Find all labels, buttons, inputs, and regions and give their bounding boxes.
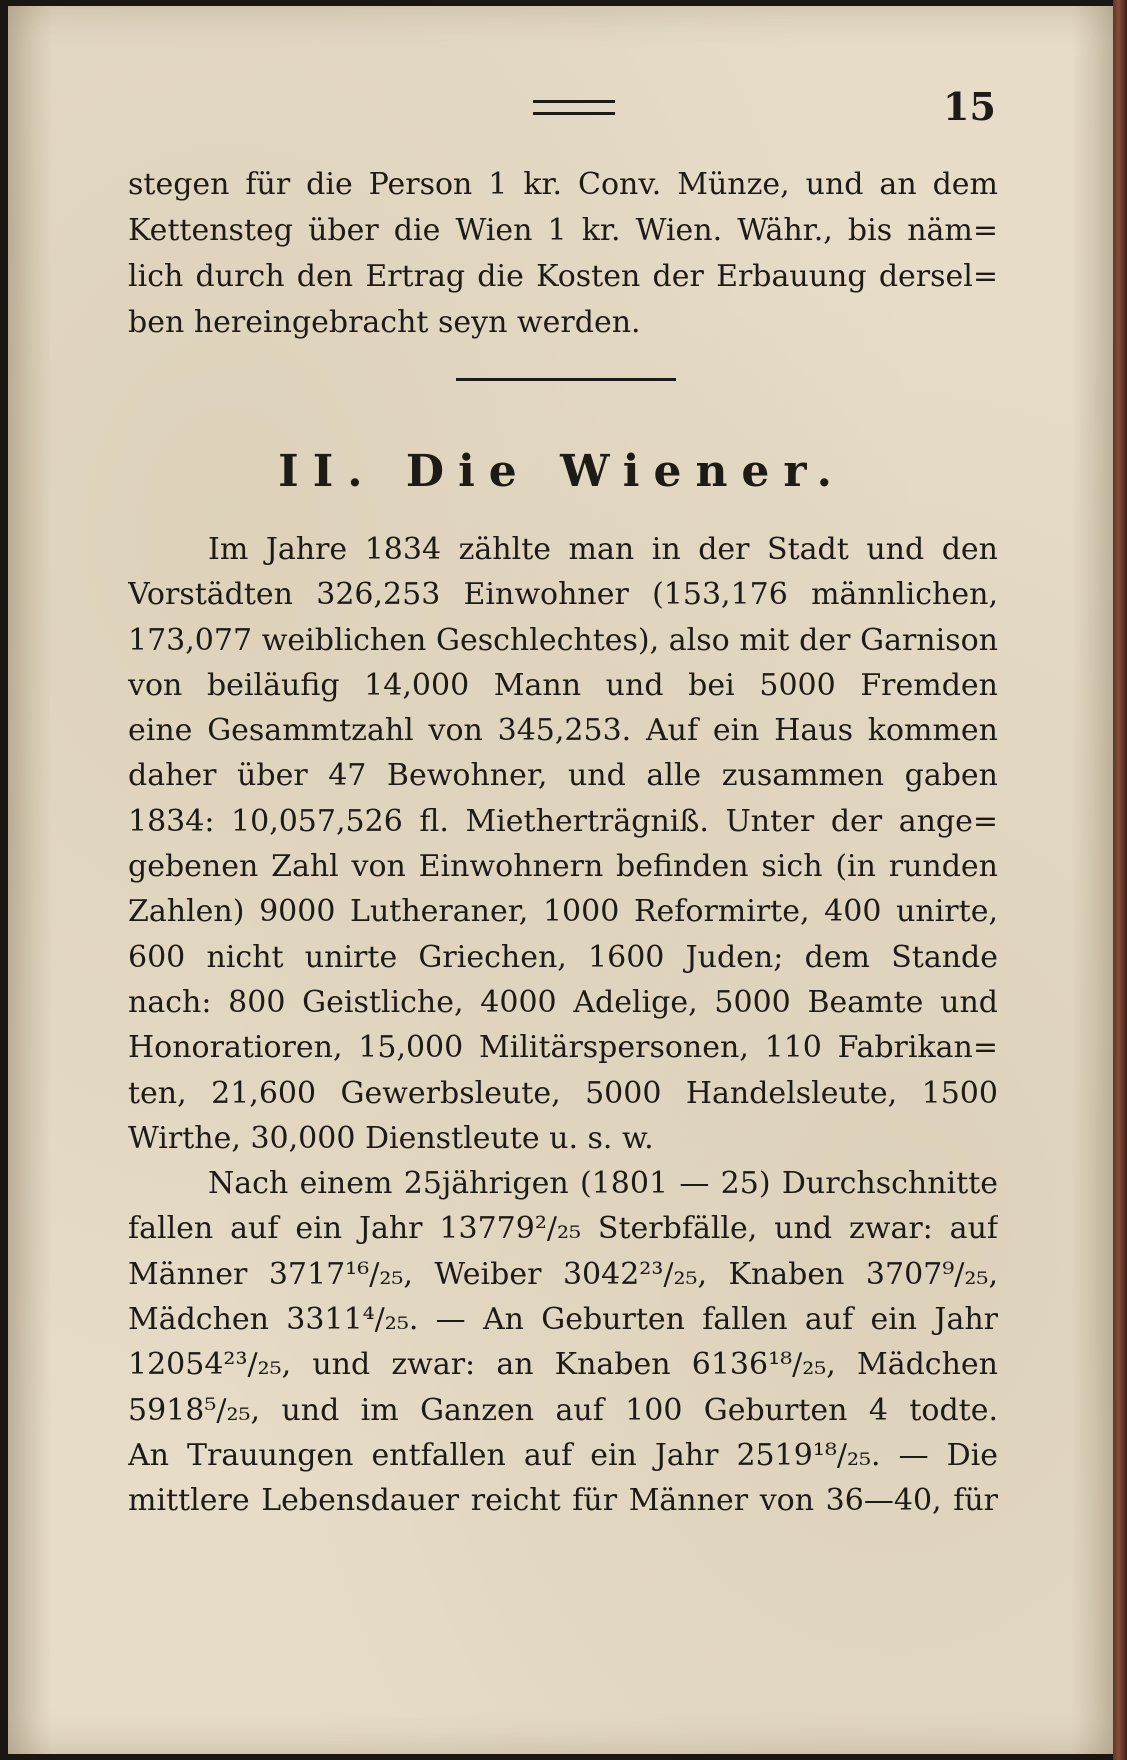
text-line: 173,077 weiblichen Geschlechtes), also mit der Garnison <box>128 622 998 658</box>
text-line: nach: 800 Geistliche, 4000 Adelige, 5000 Beamte und <box>128 984 998 1020</box>
page-header <box>8 84 1116 129</box>
text-line: Mädchen 3311⁴/₂₅. — An Geburten fallen auf ein Jahr <box>128 1302 998 1338</box>
top-paragraph <box>128 162 998 346</box>
text-line: Kettensteg über die Wien 1 kr. Wien. Währ., bis näm= <box>128 213 998 248</box>
text-line: 600 nicht unirte Griechen, 1600 Juden; dem Stande <box>128 939 998 975</box>
text-line: eine Gesammtzahl von 345,253. Auf ein Haus kommen <box>128 713 998 749</box>
text-line: Zahlen) 9000 Lutheraner, 1000 Reformirte, 400 unirte, <box>128 894 998 930</box>
text-line: Nach einem 25jährigen (1801 — 25) Durchschnitte <box>208 1166 998 1202</box>
text-line: ten, 21,600 Gewerbsleute, 5000 Handelsleute, 1500 <box>128 1075 998 1111</box>
text-line: 1834: 10,057,526 fl. Mietherträgniß. Unter der ange= <box>128 803 998 839</box>
book-page <box>8 6 1116 1754</box>
section-title: II. Die Wiener. <box>278 446 846 497</box>
text-line: Wirthe, 30,000 Dienstleute u. s. w. <box>128 1120 654 1156</box>
text-line: Honoratioren, 15,000 Militärspersonen, 110 Fabrikan= <box>128 1030 998 1066</box>
header-rule <box>533 100 615 115</box>
body-text <box>128 527 998 1524</box>
text-line: von beiläufig 14,000 Mann und bei 5000 Fremden <box>128 667 998 703</box>
text-line: stegen für die Person 1 kr. Conv. Münze, und an dem <box>128 167 998 202</box>
text-line: 5918⁵/₂₅, und im Ganzen auf 100 Geburten 4 todte. <box>128 1392 998 1428</box>
section-divider <box>456 378 676 381</box>
text-line: An Trauungen entfallen auf ein Jahr 2519¹⁸/₂₅. — Die <box>128 1437 998 1473</box>
text-line: Im Jahre 1834 zählte man in der Stadt und den <box>208 532 998 567</box>
text-line: lich durch den Ertrag die Kosten der Erbauung dersel= <box>128 259 998 294</box>
text-line: Vorstädten 326,253 Einwohner (153,176 männlichen, <box>128 577 998 613</box>
text-line: daher über 47 Bewohner, und alle zusammen gaben <box>128 758 998 794</box>
text-line: gebenen Zahl von Einwohnern befinden sich (in runden <box>128 849 998 885</box>
page-number: 15 <box>943 84 996 129</box>
text-line: 12054²³/₂₅, und zwar: an Knaben 6136¹⁸/₂₅, Mädchen <box>128 1347 998 1383</box>
text-line: ben hereingebracht seyn werden. <box>128 305 641 340</box>
text-line: mittlere Lebensdauer reicht für Männer von 36—40, für <box>128 1483 998 1519</box>
book-edge <box>1113 0 1127 1760</box>
text-line: fallen auf ein Jahr 13779²/₂₅ Sterbfälle, und zwar: auf <box>128 1211 998 1247</box>
text-line: Männer 3717¹⁶/₂₅, Weiber 3042²³/₂₅, Knaben 3707⁹/₂₅, <box>128 1256 998 1292</box>
